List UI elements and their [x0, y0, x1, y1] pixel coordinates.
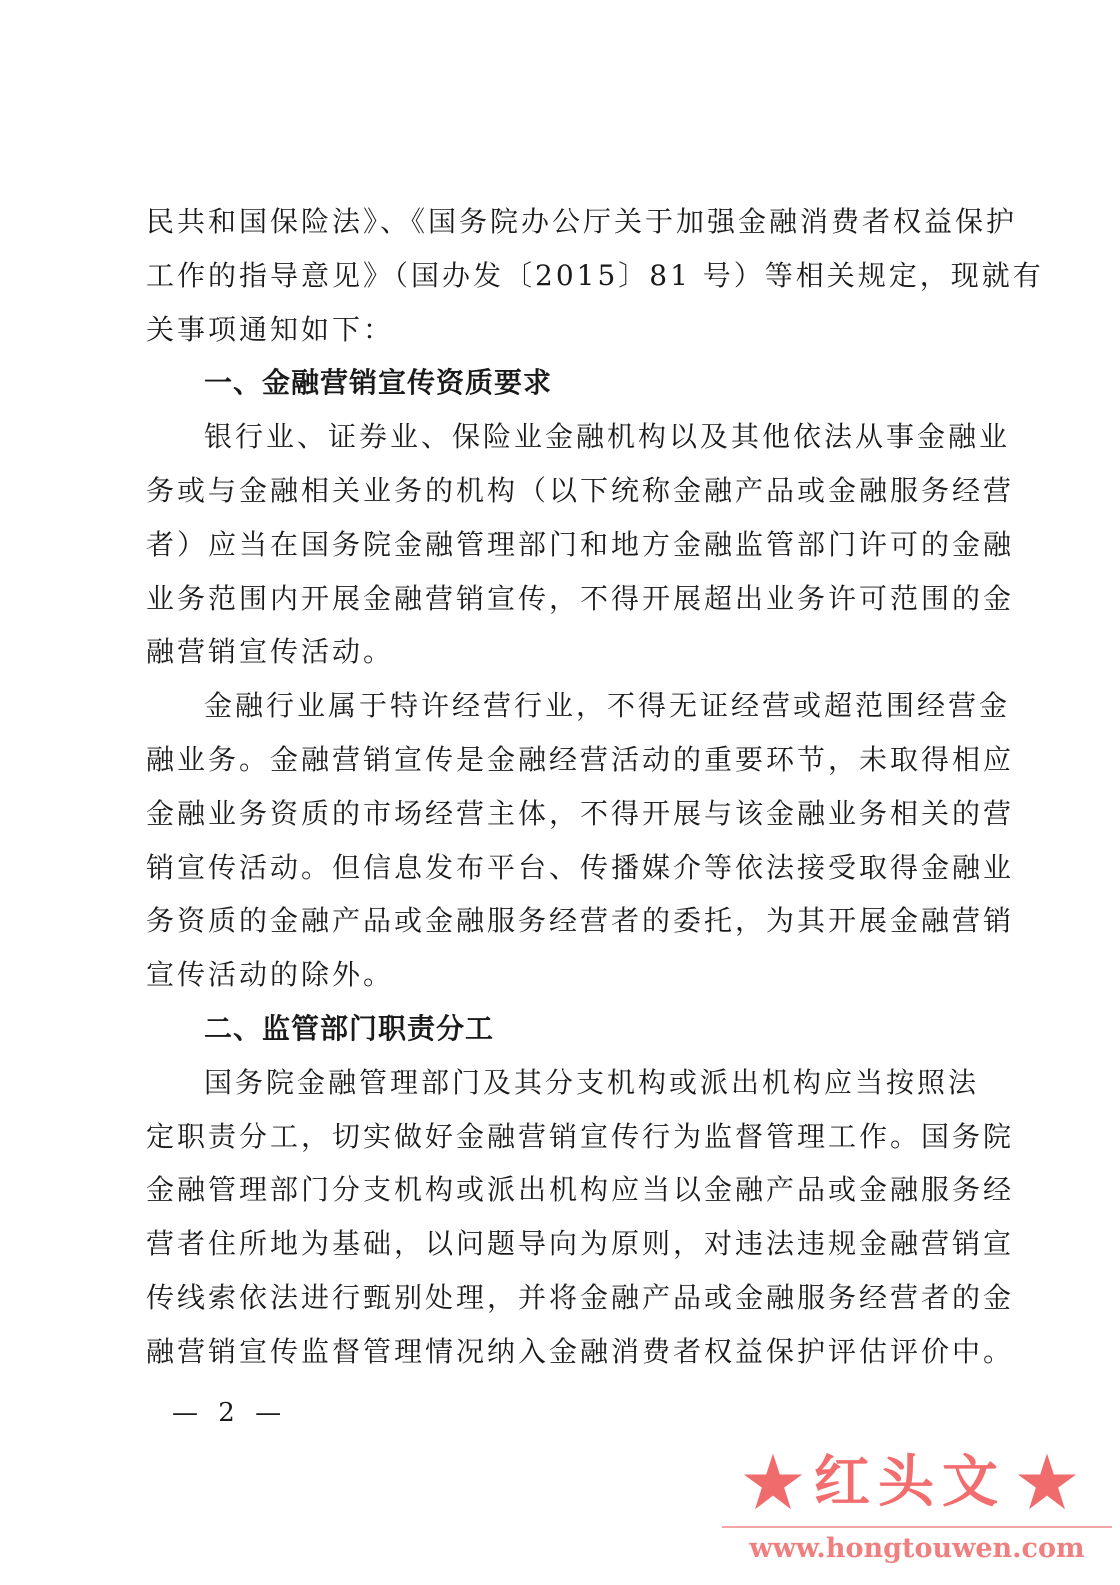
section-heading: 二、监管部门职责分工 [204, 1011, 495, 1045]
paragraph-line: 关事项通知如下： [146, 312, 395, 346]
paragraph-line: 融业务。金融营销宣传是金融经营活动的重要环节，未取得相应 [146, 742, 1015, 776]
paragraph-line: 金融业务资质的市场经营主体，不得开展与该金融业务相关的营 [146, 796, 1015, 830]
paragraph-line: 银行业、证券业、保险业金融机构以及其他依法从事金融业 [204, 420, 1011, 454]
watermark-title-row [742, 1447, 1078, 1517]
paragraph-line: 民共和国保险法》、《国务院办公厅关于加强金融消费者权益保护 [146, 205, 1018, 238]
watermark-url: www.hongtouwen.com [749, 1533, 1085, 1564]
paragraph-line: 融营销宣传活动。 [146, 635, 395, 669]
paragraph-line: 业务范围内开展金融营销宣传，不得开展超出业务许可范围的金 [146, 581, 1015, 615]
paragraph-line: 国务院金融管理部门及其分支机构或派出机构应当按照法 [204, 1065, 980, 1099]
paragraph-line: 宣传活动的除外。 [146, 958, 395, 992]
paragraph-line: 工作的指导意见》（国办发〔2015〕81 号）等相关规定，现就有 [146, 258, 1044, 292]
paragraph-line: 营者住所地为基础，以问题导向为原则，对违法违规金融营销宣 [146, 1227, 1015, 1261]
paragraph-line: 金融管理部门分支机构或派出机构应当以金融产品或金融服务经 [146, 1173, 1015, 1207]
paragraph-line: 金融行业属于特许经营行业，不得无证经营或超范围经营金 [204, 689, 1011, 723]
page-number: — 2 — [172, 1398, 288, 1428]
section-heading: 一、金融营销宣传资质要求 [204, 366, 553, 400]
paragraph-line: 定职责分工，切实做好金融营销宣传行为监督管理工作。国务院 [146, 1119, 1015, 1153]
watermark-title: 红头文 [814, 1449, 1006, 1515]
star-icon [742, 1451, 804, 1513]
paragraph-line: 务或与金融相关业务的机构（以下统称金融产品或金融服务经营 [146, 473, 1015, 507]
watermark [722, 1443, 1112, 1578]
document-body [146, 195, 1044, 1379]
paragraph-line: 销宣传活动。但信息发布平台、传播媒介等依法接受取得金融业 [146, 850, 1015, 884]
paragraph-line: 者）应当在国务院金融管理部门和地方金融监管部门许可的金融 [146, 527, 1015, 561]
paragraph-line: 融营销宣传监督管理情况纳入金融消费者权益保护评估评价中。 [146, 1334, 1015, 1368]
paragraph-line: 务资质的金融产品或金融服务经营者的委托，为其开展金融营销 [146, 904, 1015, 938]
star-icon [1016, 1451, 1078, 1513]
paragraph-line: 传线索依法进行甄别处理，并将金融产品或金融服务经营者的金 [146, 1280, 1015, 1314]
watermark-divider [722, 1526, 1112, 1528]
